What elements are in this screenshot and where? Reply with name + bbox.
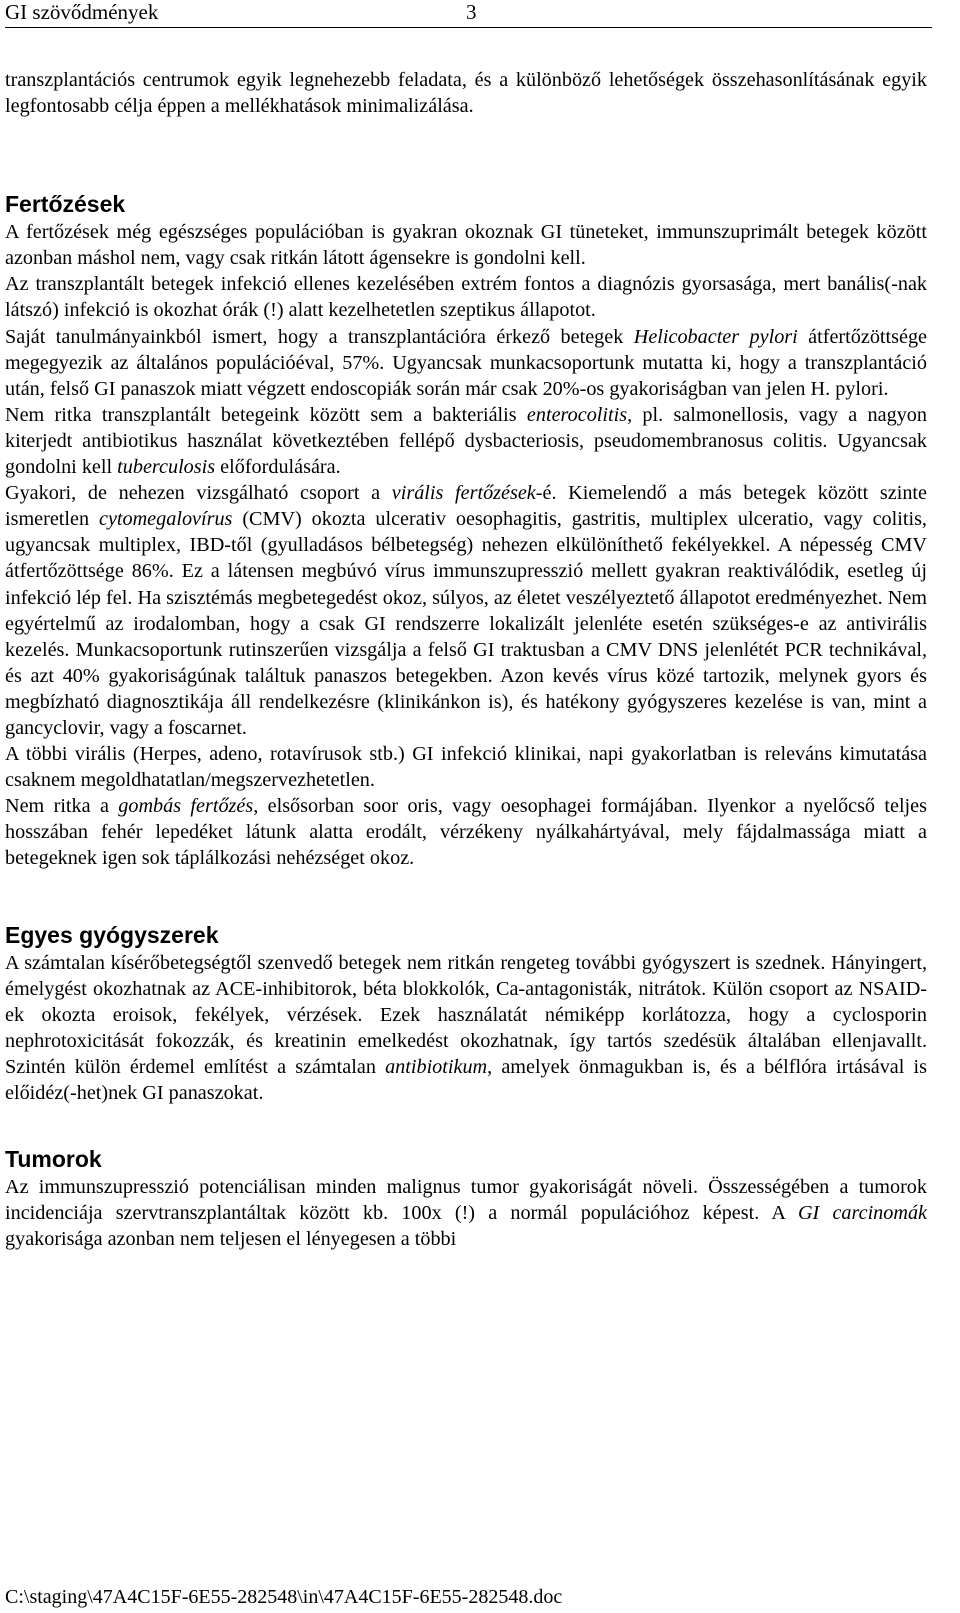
section-heading-fertozesek: Fertőzések bbox=[5, 191, 126, 218]
paragraph: Nem ritka a gombás fertőzés, elsősorban soor oris, vagy oesophagei formájában. Ilyenkor a nyelőcső teljes hosszában fehér lepedéket látunk alatta erodált, vérzékeny nyálkahártyával, mely fájdalmassága miatt a betegeknek igen sok táplálkozási nehézséget okoz. bbox=[5, 795, 927, 870]
paragraph: Gyakori, de nehezen vizsgálható csoport a virális fertőzések-é. Kiemelendő a más betegek között szinte ismeretlen cytomegalovírus (CMV) okozta ulcerativ oesophagitis, gastritis, multiplex ulceratio, vagy colitis, ugyancsak multiplex, IBD-től (gyulladásos bélbetegség) nehezen elkülöníthető fekélyekkel. A népesség CMV átfertőzöttsége 86%. Ez a látensen megbúvó vírus immunszupresszió mellett gyakran reaktiválódik, esetleg új infekció lép fel. Ha szisztémás megbetegedést okoz, súlyos, az életet veszélyeztető állapotot eredményezhet. Nem egyértelmű az irodalomban, hogy a csak GI rendszerre lokalizált jelenléte esetén szükséges-e az antivirális kezelés. Munkacsoportunk rutinszerűen vizsgálja a felső GI traktusban a CMV DNS jelenlétét PCR technikával, és azt 40% gyakoriságúnak találtuk panaszos betegekben. Azon kevés vírus közé tartozik, melynek gyors és megbízható diagnosztikája áll rendelkezésre (klinikánkon is), és hatékony gyógyszeres kezelése is van, mint a gancyclovir, vagy a foscarnet. bbox=[5, 482, 928, 739]
paragraph: Nem ritka transzplantált betegeink között sem a bakteriális enterocolitis, pl. salmonellosis, vagy a nagyon kiterjedt antibiotikus használat következtében fellépő dysbacteriosis, pseudomembranosus colitis. Ugyancsak gondolni kell tuberculosis előfordulására. bbox=[5, 403, 927, 479]
italic-term: antibiotikum bbox=[385, 1055, 488, 1078]
paragraph: Az immunszupresszió potenciálisan minden malignus tumor gyakoriságát növeli. Összességében a tumorok incidenciája szervtranszplantáltak között kb. 100x (!) a normál populációhoz képest. A GI carcinomák gyakorisága azonban nem teljesen el lényegesen a többi bbox=[5, 1176, 927, 1251]
italic-term: tuberculosis bbox=[117, 456, 216, 479]
italic-term: gombás fertőzés bbox=[118, 795, 254, 818]
italic-term: GI carcinomák bbox=[797, 1202, 927, 1225]
paragraph: Az transzplantált betegek infekció ellenes kezelésében extrém fontos a diagnózis gyorsasága, mert banális(-nak látszó) infekció is okozhat órák (!) alatt kezelhetetlen szeptikus állapotot. bbox=[5, 273, 927, 322]
italic-term: virális fertőzések bbox=[391, 482, 536, 505]
paragraph: A számtalan kísérőbetegségtől szenvedő betegek nem ritkán rengeteg további gyógyszert is szednek. Hányingert, émelygést okozhatnak az ACE-inhibitorok, béta blokkolók, Ca-antagonisták, nitrátok. Külön csoport az NSAID-ek okozta eroisok, fekélyek, vérzések. Ezek használatát némiképp korlátozza, hogy a cyclosporin nephrotoxicitását fokozzák, és kreatinin emelkedést okozhatnak, így tartós szedésük általában ellenjavallt. Szintén külön érdemel említést a számtalan antibiotikum, amelyek önmagukban is, és a bélflóra irtásával is előidéz(-het)nek GI panaszokat. bbox=[5, 951, 927, 1104]
italic-term: Helicobacter pylori bbox=[633, 325, 798, 348]
section-heading-gyogyszerek: Egyes gyógyszerek bbox=[5, 921, 219, 948]
intro-paragraph: transzplantációs centrumok egyik legnehezebb feladata, és a különböző lehetőségek összehasonlításának egyik legfontosabb célja éppen a mellékhatások minimalizálása. bbox=[5, 69, 927, 118]
paragraph: A fertőzések még egészséges populációban is gyakran okoznak GI tüneteket, immunszuprimált betegek között azonban máshol nem, vagy csak ritkán látott ágensekre is gondolni kell. bbox=[5, 221, 927, 270]
section-heading-tumorok: Tumorok bbox=[5, 1146, 102, 1173]
document-body bbox=[5, 67, 927, 1252]
file-path-footer: C:\staging\47A4C15F-6E55-282548\in\47A4C15F-6E55-282548.doc bbox=[5, 1586, 563, 1608]
italic-term: enterocolitis, bbox=[526, 403, 633, 426]
paragraph: A többi virális (Herpes, adeno, rotavírusok stb.) GI infekció klinikai, napi gyakorlatban is releváns kimutatása csaknem megoldhatatlan/megszervezhetetlen. bbox=[5, 743, 927, 792]
page-header bbox=[5, 0, 932, 28]
page-number: 3 bbox=[466, 0, 477, 24]
italic-term: cytomegalovírus bbox=[98, 508, 233, 531]
paragraph: Saját tanulmányainkból ismert, hogy a transzplantációra érkező betegek Helicobacter pylori átfertőzöttsége megegyezik az általános populációéval, 57%. Ugyancsak munkacsoportunk mutatta ki, hogy a transzplantáció után, felső GI panaszok miatt végzett endoscopiák során már csak 20%-os gyakoriságban van jelen H. pylori. bbox=[5, 325, 927, 400]
header-title: GI szövődmények bbox=[5, 0, 159, 24]
